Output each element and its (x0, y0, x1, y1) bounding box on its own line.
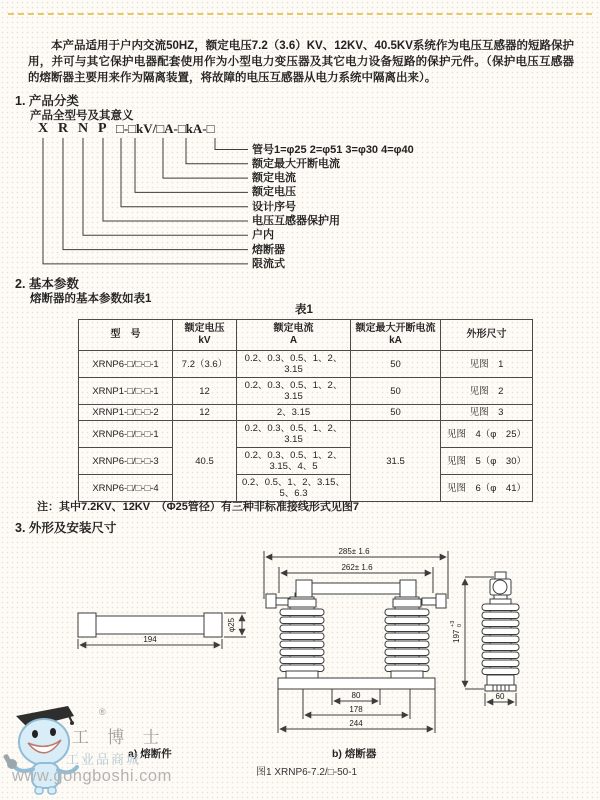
model-code-letter: N (78, 121, 89, 136)
table-cell: 见图 4（φ 25） (441, 421, 533, 448)
table-row (79, 448, 533, 475)
column-header: 外形尺寸 (441, 320, 533, 351)
table-cell: 见图 3 (441, 405, 533, 421)
figure-label-b: b) 熔断器 (332, 748, 377, 760)
table-row (79, 421, 533, 448)
section2-heading: 2. 基本参数 (15, 277, 79, 291)
dimension-tolerance: +3 (450, 620, 456, 627)
table-cell: 7.2（3.6） (173, 351, 237, 378)
column-header: 额定最大开断电流 kA (351, 320, 441, 351)
figure-label-a: a) 熔断件 (128, 748, 172, 760)
fuse-element-drawing (78, 613, 246, 649)
table-cell: 12 (173, 405, 237, 421)
table-cell: XRNP6-□/□-□-3 (79, 448, 173, 475)
model-code-letter: X (38, 121, 49, 136)
dimension-label: 194 (143, 635, 157, 644)
column-header: 额定电压 kV (173, 320, 237, 351)
table-note: 注：其中7.2KV、12KV （Φ25管径）有三种非标准接线形式见图7 (37, 501, 359, 513)
figure-caption: 图1 XRNP6-7.2/□-50-1 (256, 767, 358, 778)
table-cell: 50 (351, 351, 441, 378)
dimension-label: 262± 1.6 (341, 563, 373, 572)
table-cell: 0.2、0.3、0.5、1、2、3.15、4、5 (237, 448, 351, 475)
dimension-label: 80 (351, 691, 361, 700)
model-code-letter: R (58, 121, 69, 136)
section1-heading: 1. 产品分类 (15, 94, 79, 108)
table-cell: XRNP6-□/□-□-1 (79, 421, 173, 448)
params-table-body (79, 351, 533, 502)
table-cell: XRNP6-□/□-□-4 (79, 475, 173, 502)
table-cell: 50 (351, 405, 441, 421)
table-cell: 40.5 (173, 421, 237, 502)
table-cell: XRNP1-□/□-□-1 (79, 378, 173, 405)
model-meaning-label: 限流式 (252, 257, 285, 270)
dimension-label: 178 (349, 705, 363, 714)
model-code-diagram (36, 121, 496, 276)
page-top-divider (8, 13, 592, 15)
column-header: 型 号 (79, 320, 173, 351)
table-row (79, 351, 533, 378)
params-table-header-row (79, 320, 533, 351)
model-meaning-label: 额定最大开断电流 (252, 157, 340, 170)
dimension-label: φ25 (227, 617, 236, 633)
table-row (79, 378, 533, 405)
section2-subheading: 熔断器的基本参数如表1 (30, 293, 152, 305)
table-cell: 见图 5（φ 30） (441, 448, 533, 475)
table-cell: 50 (351, 378, 441, 405)
section1-subheading: 产品全型号及其意义 (30, 110, 134, 122)
table-cell: XRNP6-□/□-□-1 (79, 351, 173, 378)
dimension-label: 60 (495, 692, 505, 701)
intro-paragraph: 本产品适用于户内交流50HZ，额定电压7.2（3.6）KV、12KV、40.5KV系统作为电压互感器的短路保护用，并可与其它保护电器配套使用作为小型电力变压器及其它电力设备短路的保护元件。（保护电压互感器的熔断器主要用来作为隔离装置，将故障的电压互感器从电力系统中隔离出来）。 (28, 39, 574, 84)
column-header: 额定电流 A (237, 320, 351, 351)
dimension-label: 285± 1.6 (338, 547, 370, 556)
model-meaning-label: 管号1=φ25 2=φ51 3=φ30 4=φ40 (252, 143, 414, 156)
table-cell: 12 (173, 378, 237, 405)
table-cell: 0.2、0.5、1、2、3.15、5、6.3 (237, 475, 351, 502)
model-meaning-label: 额定电压 (252, 186, 296, 199)
table-cell: 0.2、0.3、0.5、1、2、3.15 (237, 378, 351, 405)
model-code-tail: □-□kV/□A-□kA-□ (116, 121, 215, 136)
table-cell: 0.2、0.3、0.5、1、2、3.15 (237, 421, 351, 448)
parameters-table (78, 319, 533, 502)
dimension-tolerance: 0 (457, 623, 463, 627)
brand-tagline: 工业品商城 (66, 752, 142, 767)
model-meaning-label: 额定电流 (252, 172, 296, 185)
table-title: 表1 (295, 304, 313, 316)
model-meaning-label: 电压互感器保护用 (252, 215, 340, 227)
dimension-label: 197 (452, 629, 461, 643)
table-cell: 见图 6（φ 41） (441, 475, 533, 502)
registered-mark: ® (99, 707, 106, 717)
dimension-label: 244 (349, 719, 363, 728)
brand-url: www.gongboshi.com (12, 767, 172, 785)
fuse-front-drawing (264, 547, 448, 733)
section3-heading: 3. 外形及安装尺寸 (15, 521, 117, 535)
table-cell: 31.5 (351, 421, 441, 502)
model-code-letter: P (98, 121, 107, 136)
table-cell: 2、3.15 (237, 405, 351, 421)
fuse-side-drawing (450, 572, 519, 706)
model-meaning-label: 熔断器 (252, 243, 285, 256)
brand-name: 工 博 士 (72, 728, 167, 747)
table-cell: XRNP1-□/□-□-2 (79, 405, 173, 421)
table-cell: 见图 2 (441, 378, 533, 405)
model-meaning-label: 户内 (252, 229, 274, 242)
table-cell: 见图 1 (441, 351, 533, 378)
table-cell: 0.2、0.3、0.5、1、2、3.15 (237, 351, 351, 378)
table-row (79, 405, 533, 421)
model-meaning-label: 设计序号 (252, 200, 296, 213)
